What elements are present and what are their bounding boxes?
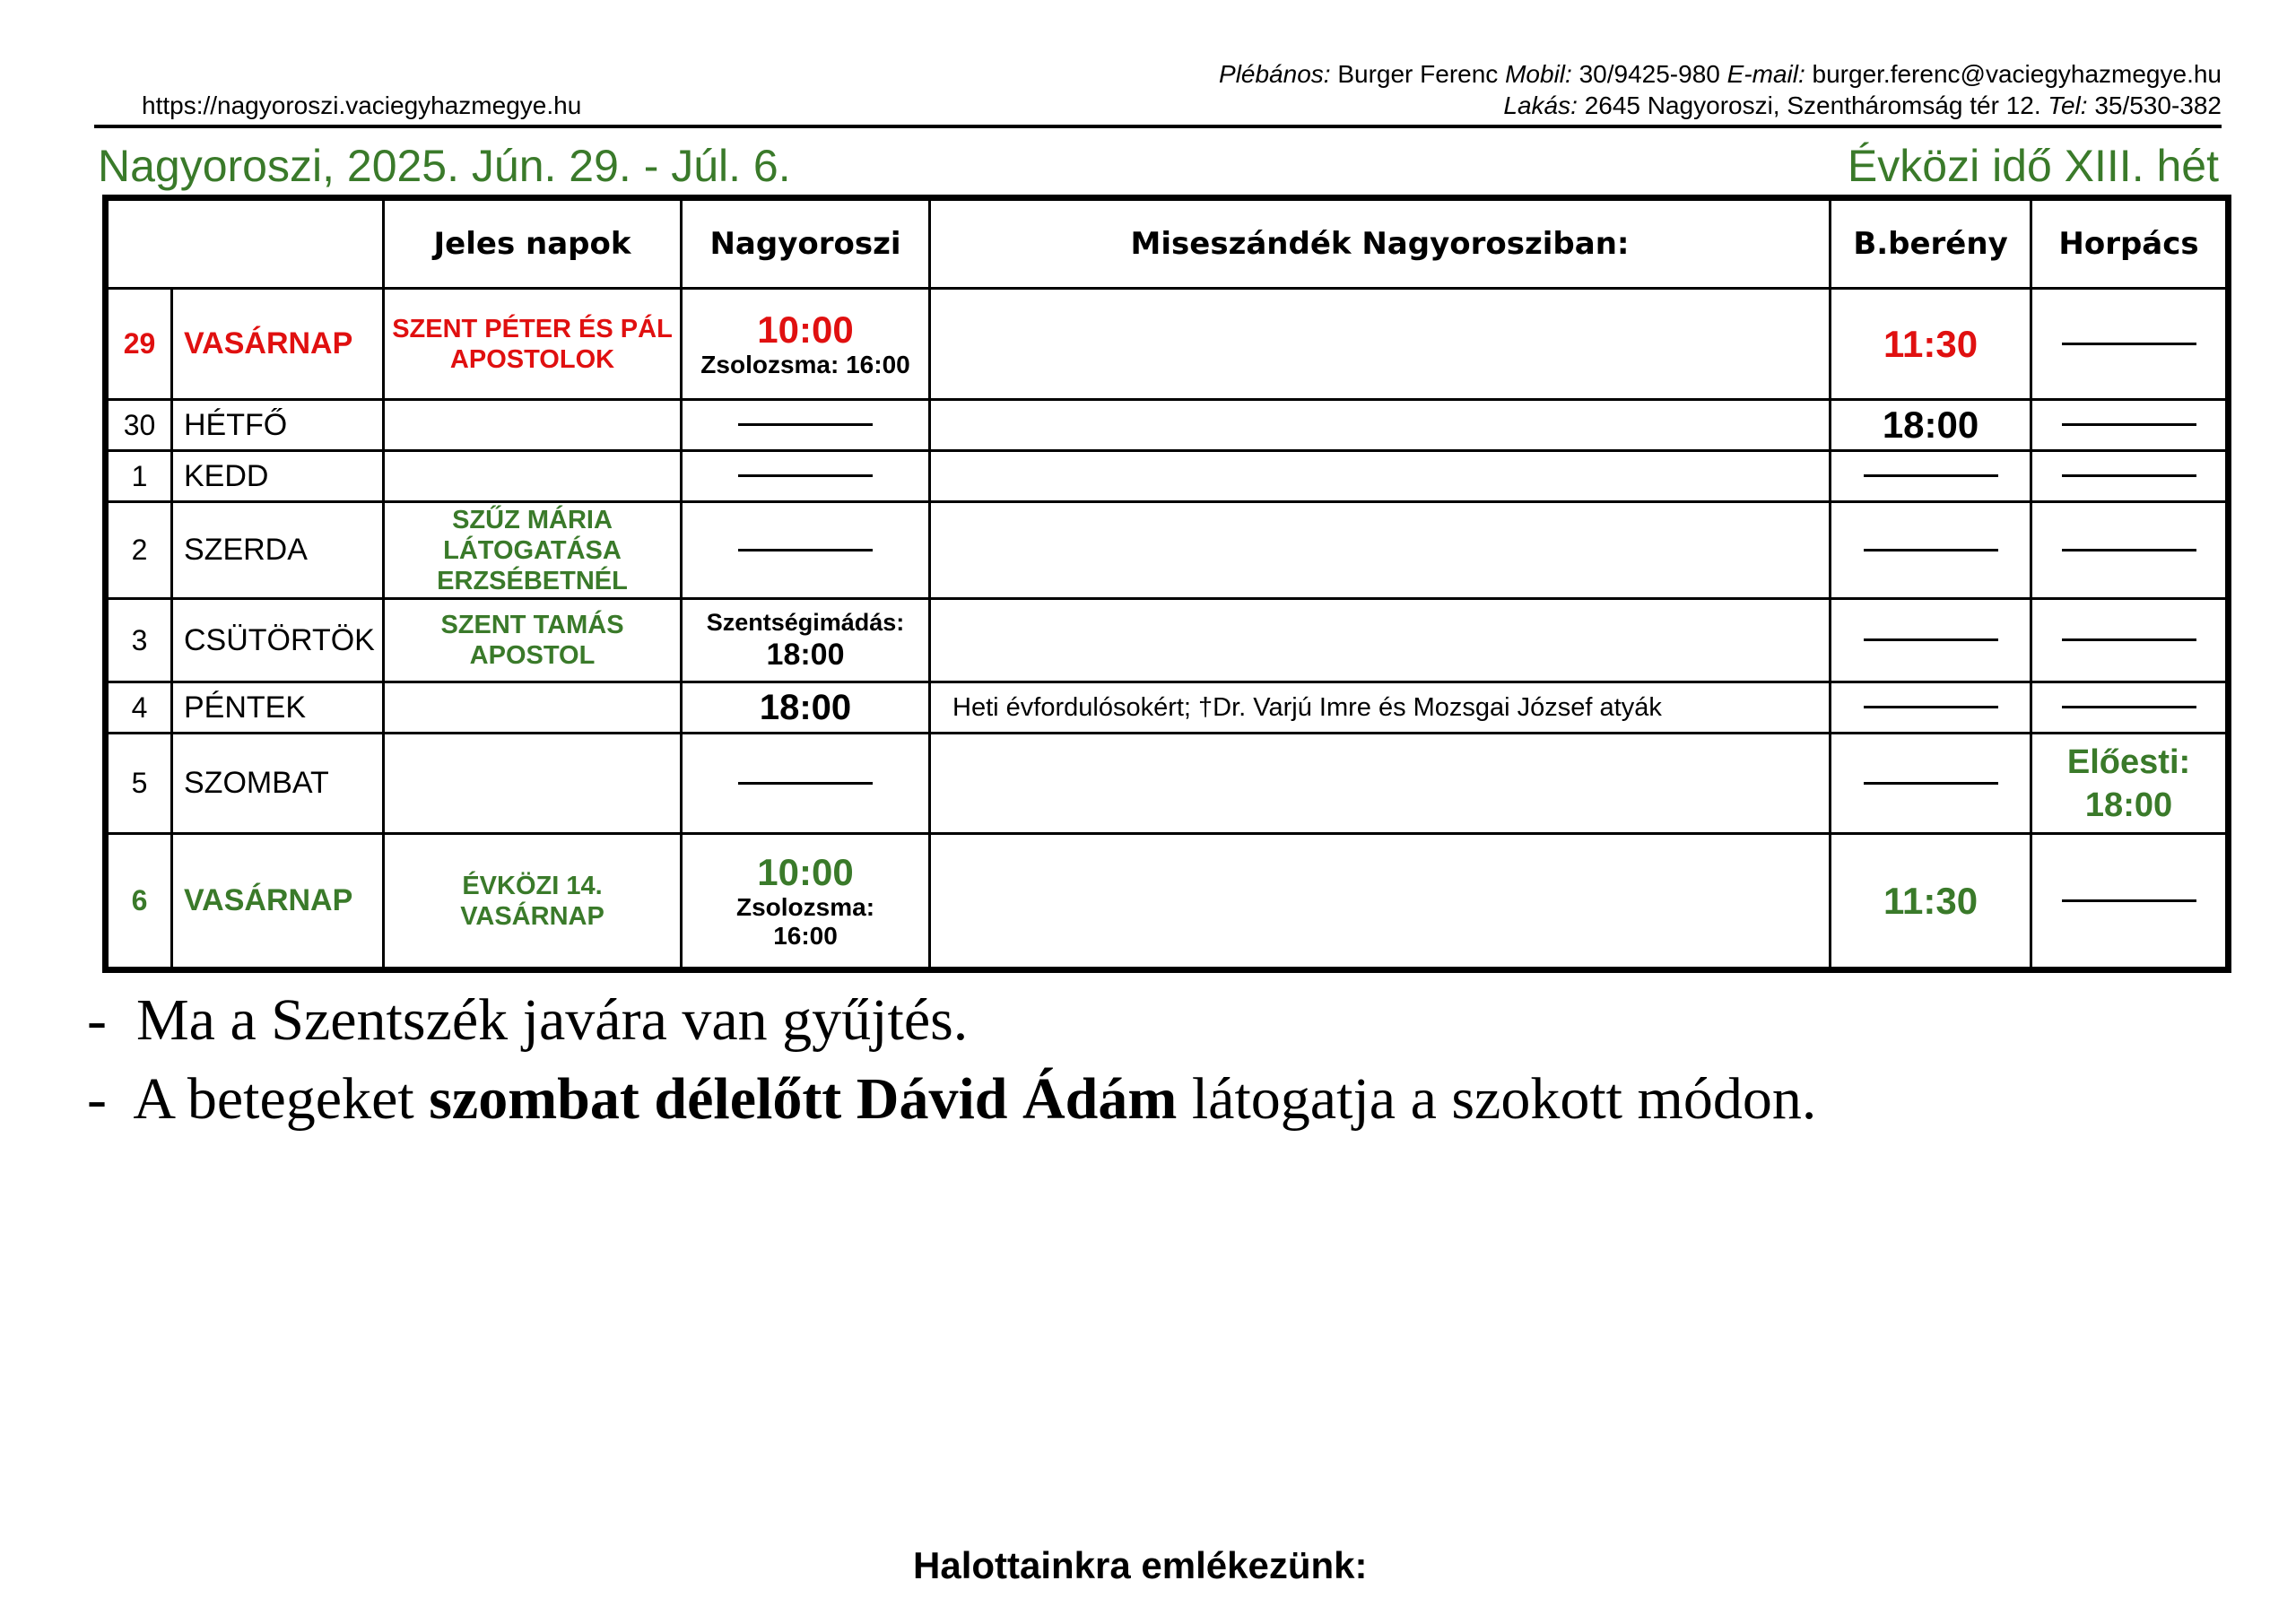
lakas-address: 2645 Nagyoroszi, Szentháromság tér 12.: [1584, 91, 2041, 119]
day-number: 1: [106, 451, 172, 502]
announcement-text-post: látogatja a szokott módon.: [1177, 1066, 1817, 1132]
adoration-time: 18:00: [766, 638, 845, 672]
no-mass-dash: [738, 782, 873, 785]
page-title: Nagyoroszi, 2025. Jún. 29. - Júl. 6.: [98, 141, 791, 191]
horpacs-cell: [2031, 682, 2229, 734]
bbereny-cell: [1831, 599, 2031, 682]
no-mass-dash: [1864, 549, 1998, 551]
bullet-dash: -: [87, 1066, 107, 1132]
header-jeles-napok: Jeles napok: [384, 198, 682, 289]
day-number: 29: [106, 289, 172, 400]
day-name: SZOMBAT: [172, 734, 384, 834]
no-mass-dash: [2062, 474, 2196, 477]
nagyoroszi-cell: [682, 289, 930, 400]
vespers-note: Zsolozsma: 16:00: [700, 350, 910, 378]
email-address[interactable]: burger.ferenc@vaciegyhazmegye.hu: [1812, 60, 2222, 88]
feast-name: [384, 682, 682, 734]
remembrance-heading: Halottainkra emlékezünk:: [913, 1544, 1368, 1586]
feast-name: SZENT TAMÁS APOSTOL: [384, 599, 682, 682]
table-row: [106, 400, 2229, 451]
horpacs-time: Előesti: 18:00: [2031, 734, 2229, 834]
announcement-text-pre: A betegeket: [133, 1066, 430, 1132]
mass-intention: [930, 289, 1831, 400]
table-row: [106, 834, 2229, 970]
announcement-text: Ma a Szentszék javára van gyűjtés.: [135, 987, 969, 1053]
mass-time: 10:00: [757, 308, 854, 351]
nagyoroszi-cell: [682, 834, 930, 970]
mass-intention: [930, 734, 1831, 834]
no-mass-dash: [2062, 343, 2196, 345]
day-number: 3: [106, 599, 172, 682]
horpacs-cell: [2031, 502, 2229, 599]
table-row: [106, 289, 2229, 400]
nagyoroszi-cell: [682, 502, 930, 599]
vespers-note: Zsolozsma: 16:00: [736, 892, 875, 950]
adoration-label: Szentségimádás:: [706, 609, 905, 636]
no-mass-dash: [1864, 782, 1998, 785]
day-number: 6: [106, 834, 172, 970]
mobil-label: Mobil:: [1505, 60, 1572, 88]
nagyoroszi-cell: [682, 599, 930, 682]
day-name: VASÁRNAP: [172, 834, 384, 970]
no-mass-dash: [2062, 706, 2196, 708]
mass-intention: [930, 451, 1831, 502]
horpacs-cell: [2031, 834, 2229, 970]
feast-name: [384, 400, 682, 451]
day-name: CSÜTÖRTÖK: [172, 599, 384, 682]
email-label: E-mail:: [1726, 60, 1805, 88]
no-mass-dash: [1864, 706, 1998, 708]
no-mass-dash: [738, 423, 873, 426]
table-row: [106, 502, 2229, 599]
no-mass-dash: [1864, 638, 1998, 641]
header-divider: [94, 125, 2222, 128]
day-number: 5: [106, 734, 172, 834]
liturgical-week: Évközi idő XIII. hét: [1847, 141, 2219, 191]
day-name: VASÁRNAP: [172, 289, 384, 400]
bbereny-time: 11:30: [1831, 834, 2031, 970]
feast-name: SZENT PÉTER ÉS PÁL APOSTOLOK: [384, 289, 682, 400]
no-mass-dash: [738, 474, 873, 477]
nagyoroszi-cell: [682, 400, 930, 451]
day-name: HÉTFŐ: [172, 400, 384, 451]
header-day: [106, 198, 384, 289]
mass-time: 10:00: [757, 850, 854, 893]
bbereny-cell: [1831, 682, 2031, 734]
bbereny-cell: [1831, 502, 2031, 599]
mass-intention: [930, 502, 1831, 599]
mass-intention: [930, 400, 1831, 451]
mass-intention: [930, 834, 1831, 970]
no-mass-dash: [738, 549, 873, 551]
horpacs-cell: [2031, 599, 2229, 682]
horpacs-cell: [2031, 451, 2229, 502]
mass-intention: [930, 599, 1831, 682]
table-header-row: [106, 198, 2229, 289]
no-mass-dash: [2062, 638, 2196, 641]
bullet-dash: -: [87, 987, 107, 1053]
bbereny-cell: [1831, 451, 2031, 502]
table-row: [106, 682, 2229, 734]
plebanos-name: Burger Ferenc: [1337, 60, 1499, 88]
table-row: [106, 734, 2229, 834]
bbereny-time: 11:30: [1831, 289, 2031, 400]
day-name: PÉNTEK: [172, 682, 384, 734]
day-name: SZERDA: [172, 502, 384, 599]
nagyoroszi-cell: [682, 451, 930, 502]
feast-name: ÉVKÖZI 14. VASÁRNAP: [384, 834, 682, 970]
announcement-2: [87, 1065, 1816, 1133]
day-number: 30: [106, 400, 172, 451]
announcement-text-bold: szombat délelőtt Dávid Ádám: [429, 1066, 1178, 1132]
bbereny-time: 18:00: [1831, 400, 2031, 451]
no-mass-dash: [2062, 549, 2196, 551]
day-name: KEDD: [172, 451, 384, 502]
table-row: [106, 599, 2229, 682]
mass-schedule-table: [102, 195, 2231, 973]
header-miseszandek: Miseszándék Nagyorosziban:: [930, 198, 1831, 289]
tel-number: 35/530-382: [2094, 91, 2222, 119]
plebanos-label: Plébános:: [1219, 60, 1331, 88]
table-row: [106, 451, 2229, 502]
mass-time: 18:00: [682, 682, 930, 734]
no-mass-dash: [2062, 423, 2196, 426]
horpacs-cell: [2031, 289, 2229, 400]
bbereny-cell: [1831, 734, 2031, 834]
announcement-1: [87, 986, 968, 1055]
mass-intention: Heti évfordulósokért; †Dr. Varjú Imre és Mozsgai József atyák: [930, 682, 1831, 734]
tel-label: Tel:: [2048, 91, 2088, 119]
header-bbereny: B.berény: [1831, 198, 2031, 289]
lakas-label: Lakás:: [1503, 91, 1578, 119]
feast-name: [384, 734, 682, 834]
parish-url[interactable]: https://nagyoroszi.vaciegyhazmegye.hu: [142, 91, 582, 119]
feast-name: SZŰZ MÁRIA LÁTOGATÁSA ERZSÉBETNÉL: [384, 502, 682, 599]
mobil-number: 30/9425-980: [1578, 60, 1720, 88]
day-number: 4: [106, 682, 172, 734]
header-nagyoroszi: Nagyoroszi: [682, 198, 930, 289]
no-mass-dash: [2062, 899, 2196, 902]
contact-line-2: [1503, 91, 2222, 120]
day-number: 2: [106, 502, 172, 599]
feast-name: [384, 451, 682, 502]
contact-line-1: [1219, 60, 2222, 89]
nagyoroszi-cell: [682, 734, 930, 834]
no-mass-dash: [1864, 474, 1998, 477]
horpacs-cell: [2031, 400, 2229, 451]
header-horpacs: Horpács: [2031, 198, 2229, 289]
